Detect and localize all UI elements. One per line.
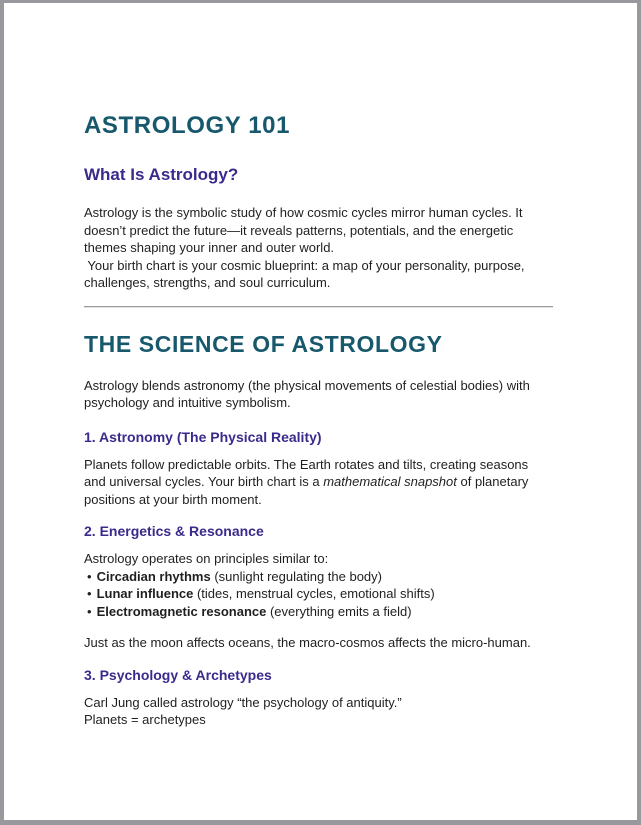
bullet-term: Lunar influence [96, 586, 194, 601]
paragraph-line: challenges, strengths, and soul curriculum. [84, 275, 331, 290]
paragraph-science-intro [84, 377, 561, 412]
document-page [4, 3, 637, 820]
paragraph-line: Astrology is the symbolic study of how cosmic cycles mirror human cycles. It [84, 205, 523, 220]
bullet-text: (everything emits a field) [266, 603, 412, 619]
subheading-energetics: 2. Energetics & Resonance [84, 523, 264, 539]
bullet-term: Electromagnetic resonance [96, 603, 267, 619]
paragraph-line: Carl Jung called astrology “the psychology of antiquity.” [84, 694, 402, 710]
page-title: ASTROLOGY 101 [84, 112, 291, 139]
paragraph-line [84, 473, 561, 491]
bullet-marker: • [87, 603, 92, 619]
section-heading-science-of-astrology: THE SCIENCE OF ASTROLOGY [84, 330, 443, 357]
subheading-astronomy: 1. Astronomy (The Physical Reality) [84, 428, 322, 445]
paragraph-what-is-astrology [84, 204, 561, 292]
paragraph-energetics [84, 550, 561, 620]
paragraph-line: Astrology blends astronomy (the physical movements of celestial bodies) with [84, 377, 530, 393]
text-segment: and universal cycles. Your birth chart is a [84, 474, 324, 489]
italic-phrase: mathematical snapshot [323, 474, 457, 489]
paragraph-line: psychology and intuitive symbolism. [84, 395, 291, 410]
paragraph-psychology [84, 694, 561, 729]
text-segment: of planetary [456, 474, 529, 489]
paragraph-line: Your birth chart is your cosmic blueprint: a map of your personality, purpose, [84, 257, 525, 273]
paragraph-moon-closing [84, 634, 561, 652]
bullet-item-lunar [84, 585, 561, 603]
paragraph-line: themes shaping your inner and outer world. [84, 240, 335, 255]
bullet-marker: • [87, 586, 92, 601]
bullet-term: Circadian rhythms [96, 568, 211, 584]
paragraph-line: positions at your birth moment. [84, 491, 262, 507]
bullet-text: (tides, menstrual cycles, emotional shifts) [193, 586, 435, 601]
section-heading-what-is-astrology: What Is Astrology? [84, 165, 239, 184]
bullet-text: (sunlight regulating the body) [210, 568, 382, 584]
bullet-item-circadian [84, 568, 561, 586]
paragraph-line: Planets = archetypes [84, 712, 206, 727]
bullet-item-electromagnetic [84, 603, 561, 621]
paragraph-line: Astrology operates on principles similar to: [84, 551, 329, 566]
section-divider [84, 306, 553, 307]
subheading-psychology: 3. Psychology & Archetypes [84, 666, 272, 683]
paragraph-line: Just as the moon affects oceans, the macro-cosmos affects the micro-human. [84, 635, 531, 650]
paragraph-line: doesn’t predict the future—it reveals patterns, potentials, and the energetic [84, 222, 514, 238]
bullet-marker: • [87, 568, 92, 584]
paragraph-line: Planets follow predictable orbits. The Earth rotates and tilts, creating seasons [84, 456, 529, 472]
paragraph-astronomy [84, 456, 561, 509]
